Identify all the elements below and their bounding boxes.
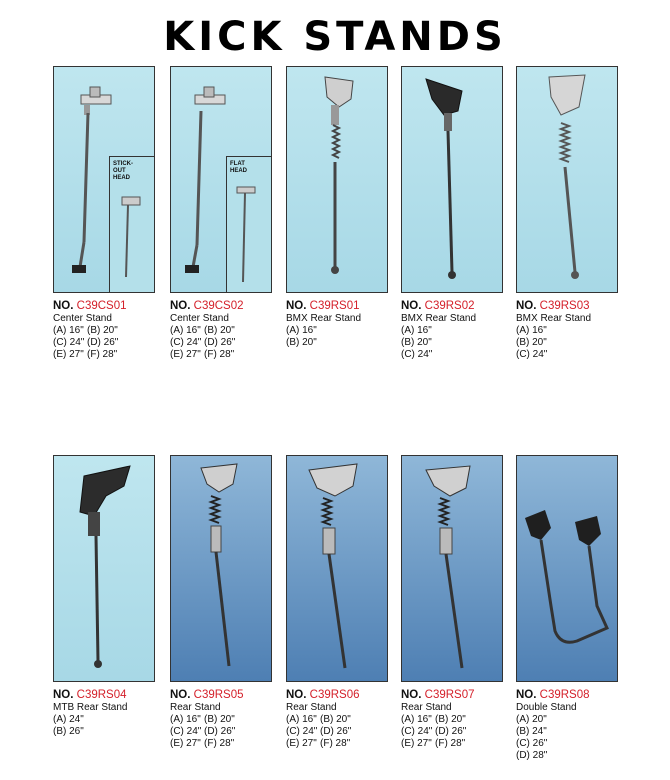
product-number: NO. C39RS04 bbox=[53, 689, 127, 701]
product-name: BMX Rear Stand bbox=[516, 313, 592, 324]
product-photo bbox=[286, 455, 388, 682]
page-title: KICK STANDS bbox=[163, 14, 507, 60]
size-list: (A) 16" (B) 20" (C) 24" (D) 26" (E) 27" (F) 28" bbox=[286, 714, 352, 749]
product-number: NO. C39RS05 bbox=[170, 689, 244, 701]
product-number: NO. C39RS03 bbox=[516, 300, 590, 312]
product-number: NO. C39RS02 bbox=[401, 300, 475, 312]
bmx-rear-stand-image bbox=[517, 67, 617, 292]
flat-head-inset: FLAT HEAD bbox=[226, 156, 271, 292]
size-item: (A) 20" bbox=[516, 714, 547, 725]
product-number: NO. C39CS02 bbox=[170, 300, 244, 312]
size-item: (A) 24" bbox=[53, 714, 84, 725]
product-card-c39rs08 bbox=[516, 455, 618, 762]
product-photo bbox=[286, 66, 388, 293]
size-item: (A) 16" bbox=[516, 325, 547, 336]
product-photo bbox=[516, 66, 618, 293]
product-card-c39rs03 bbox=[516, 66, 618, 361]
size-item: (B) 20" bbox=[516, 337, 547, 348]
product-photo bbox=[401, 455, 503, 682]
product-name: Rear Stand bbox=[401, 702, 452, 713]
size-item: (A) 16" bbox=[286, 325, 317, 336]
product-photo bbox=[516, 455, 618, 682]
product-number: NO. C39RS01 bbox=[286, 300, 360, 312]
size-list: (A) 16" (B) 20" (C) 24" (D) 26" (E) 27" (F) 28" bbox=[401, 714, 467, 749]
product-name: Rear Stand bbox=[170, 702, 221, 713]
product-card-c39cs02 bbox=[170, 66, 272, 361]
size-list: (A) 16" (B) 20" (C) 24" (D) 26" (E) 27" (F) 28" bbox=[170, 714, 236, 749]
product-photo bbox=[53, 455, 155, 682]
size-list: (A) 16" (B) 20" (C) 24" (D) 26" (E) 27" (F) 28" bbox=[170, 325, 236, 360]
product-photo bbox=[170, 455, 272, 682]
product-name: MTB Rear Stand bbox=[53, 702, 128, 713]
bmx-rear-stand-image bbox=[287, 67, 387, 292]
product-card-c39rs04 bbox=[53, 455, 155, 738]
product-card-c39rs07 bbox=[401, 455, 503, 750]
product-name: Center Stand bbox=[170, 313, 229, 324]
product-card-c39rs05 bbox=[170, 455, 272, 750]
product-name: BMX Rear Stand bbox=[401, 313, 477, 324]
rear-stand-image bbox=[402, 456, 502, 681]
product-photo bbox=[53, 66, 155, 293]
size-item: (C) 26" bbox=[516, 738, 548, 749]
product-name: BMX Rear Stand bbox=[286, 313, 362, 324]
product-number: NO. C39RS06 bbox=[286, 689, 360, 701]
size-item: (B) 26" bbox=[53, 726, 84, 737]
double-stand-image bbox=[517, 456, 617, 681]
bmx-rear-stand-image bbox=[402, 67, 502, 292]
rear-stand-image bbox=[171, 456, 271, 681]
rear-stand-image bbox=[287, 456, 387, 681]
size-item: (C) 24" bbox=[401, 349, 433, 360]
product-photo bbox=[401, 66, 503, 293]
size-item: (D) 28" bbox=[516, 750, 548, 761]
product-card-c39rs02 bbox=[401, 66, 503, 361]
product-name: Rear Stand bbox=[286, 702, 337, 713]
stick-out-head-inset: STICK- OUT HEAD bbox=[109, 156, 154, 292]
product-number: NO. C39RS08 bbox=[516, 689, 590, 701]
product-card-c39rs06 bbox=[286, 455, 388, 750]
size-item: (B) 20" bbox=[286, 337, 317, 348]
size-item: (B) 24" bbox=[516, 726, 547, 737]
size-item: (B) 20" bbox=[401, 337, 432, 348]
size-item: (C) 24" bbox=[516, 349, 548, 360]
size-list: (A) 16" (B) 20" (C) 24" (D) 26" (E) 27" (F) 28" bbox=[53, 325, 119, 360]
size-item: (A) 16" bbox=[401, 325, 432, 336]
product-number: NO. C39CS01 bbox=[53, 300, 127, 312]
mtb-rear-stand-image bbox=[54, 456, 154, 681]
product-card-c39rs01 bbox=[286, 66, 388, 349]
product-photo bbox=[170, 66, 272, 293]
product-number: NO. C39RS07 bbox=[401, 689, 475, 701]
product-name: Double Stand bbox=[516, 702, 577, 713]
product-name: Center Stand bbox=[53, 313, 112, 324]
product-card-c39cs01 bbox=[53, 66, 155, 361]
